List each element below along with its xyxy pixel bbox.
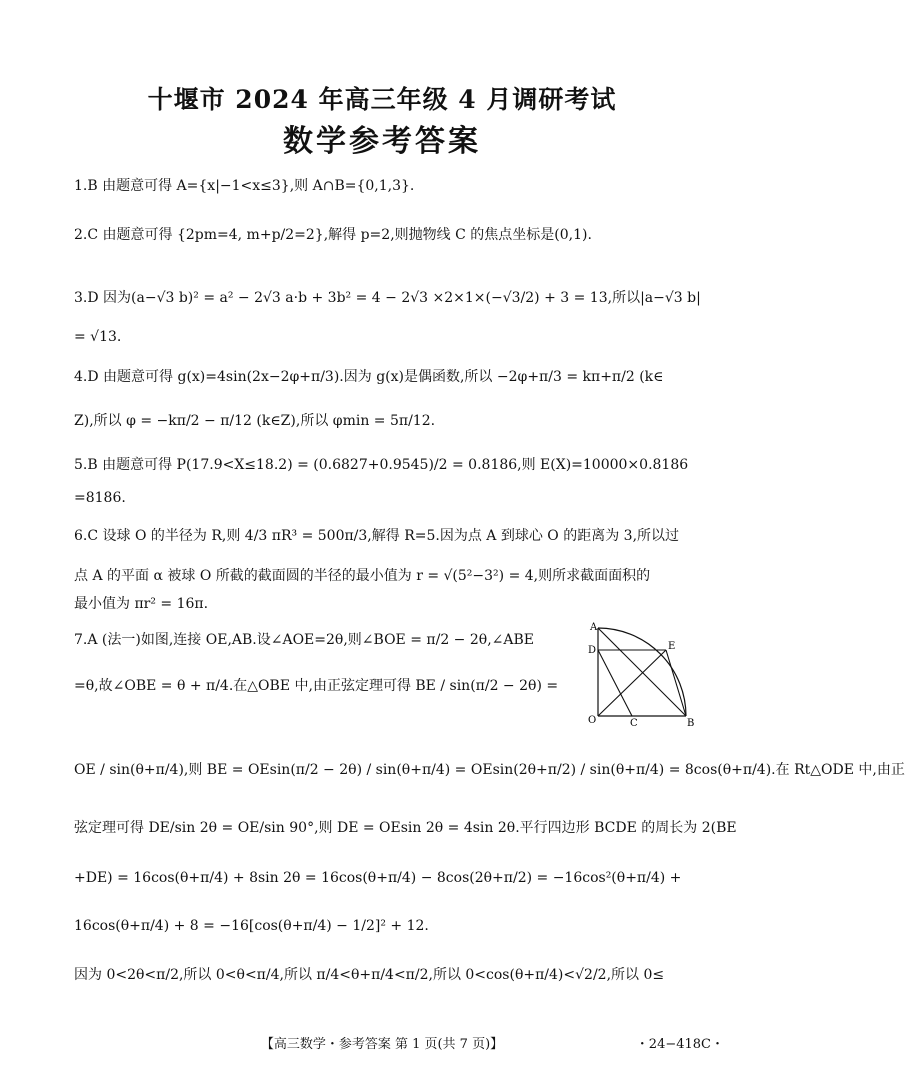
- page-footer: 【高三数学・参考答案 第 1 页(共 7 页)】: [260, 1037, 504, 1052]
- answer-line-7: 7.A (法一)如图,连接 OE,AB.设∠AOE=2θ,则∠BOE = π/2 − 2θ,∠ABE: [74, 632, 534, 648]
- answer-line-3: 3.D 因为(a−√3 b)² = a² − 2√3 a·b + 3b² = 4 − 2√3 ×2×1×(−√3/2) + 3 = 13,所以|a−√3 b|: [74, 290, 701, 306]
- label-B: B: [687, 718, 695, 729]
- answer-line-6c: 最小值为 πr² = 16π.: [74, 596, 209, 612]
- answer-line-4b: Z),所以 φ = −kπ/2 − π/12 (k∈Z),所以 φmin = 5π/12.: [74, 413, 436, 429]
- answer-line-1: 1.B 由题意可得 A={x|−1<x≤3},则 A∩B={0,1,3}.: [74, 178, 415, 194]
- answer-line-4: 4.D 由题意可得 g(x)=4sin(2x−2φ+π/3).因为 g(x)是偶函数,所以 −2φ+π/3 = kπ+π/2 (k∈: [74, 369, 664, 385]
- answer-line-7b: =θ,故∠OBE = θ + π/4.在△OBE 中,由正弦定理可得 BE / sin(π/2 − 2θ) =: [74, 678, 559, 694]
- label-D: D: [588, 645, 597, 656]
- label-A: A: [590, 622, 598, 633]
- label-O: O: [588, 715, 597, 726]
- answer-line-3b: = √13.: [74, 329, 122, 345]
- geometry-figure: [586, 620, 706, 728]
- answer-line-6: 6.C 设球 O 的半径为 R,则 4/3 πR³ = 500π/3,解得 R=5.因为点 A 到球心 O 的距离为 3,所以过: [74, 528, 680, 544]
- label-C: C: [630, 718, 638, 729]
- answer-line-5: 5.B 由题意可得 P(17.9<X≤18.2) = (0.6827+0.9545)/2 = 0.8186,则 E(X)=10000×0.8186: [74, 457, 689, 473]
- page-subtitle: 数学参考答案: [283, 124, 481, 159]
- answer-line-7c: OE / sin(θ+π/4),则 BE = OEsin(π/2 − 2θ) / sin(θ+π/4) = OEsin(2θ+π/2) / sin(θ+π/4) = 8cos(θ+π/4).在 Rt△ODE 中,由正: [74, 762, 905, 778]
- answer-line-7g: 因为 0<2θ<π/2,所以 0<θ<π/4,所以 π/4<θ+π/4<π/2,所以 0<cos(θ+π/4)<√2/2,所以 0≤: [74, 967, 665, 983]
- answer-line-2: 2.C 由题意可得 {2pm=4, m+p/2=2},解得 p=2,则抛物线 C 的焦点坐标是(0,1).: [74, 227, 592, 243]
- document-code: ・24−418C・: [635, 1037, 724, 1052]
- answer-line-5b: =8186.: [74, 490, 126, 506]
- answer-line-6b: 点 A 的平面 α 被球 O 所截的截面圆的半径的最小值为 r = √(5²−3²) = 4,则所求截面面积的: [74, 568, 651, 584]
- answer-line-7f: 16cos(θ+π/4) + 8 = −16[cos(θ+π/4) − 1/2]² + 12.: [74, 918, 429, 934]
- answer-line-7d: 弦定理可得 DE/sin 2θ = OE/sin 90°,则 DE = OEsin 2θ = 4sin 2θ.平行四边形 BCDE 的周长为 2(BE: [74, 820, 737, 836]
- answer-line-7e: +DE) = 16cos(θ+π/4) + 8sin 2θ = 16cos(θ+π/4) − 8cos(2θ+π/2) = −16cos²(θ+π/4) +: [74, 870, 682, 886]
- page-title: 十堰市 2024 年高三年级 4 月调研考试: [147, 85, 617, 114]
- label-E: E: [668, 641, 676, 652]
